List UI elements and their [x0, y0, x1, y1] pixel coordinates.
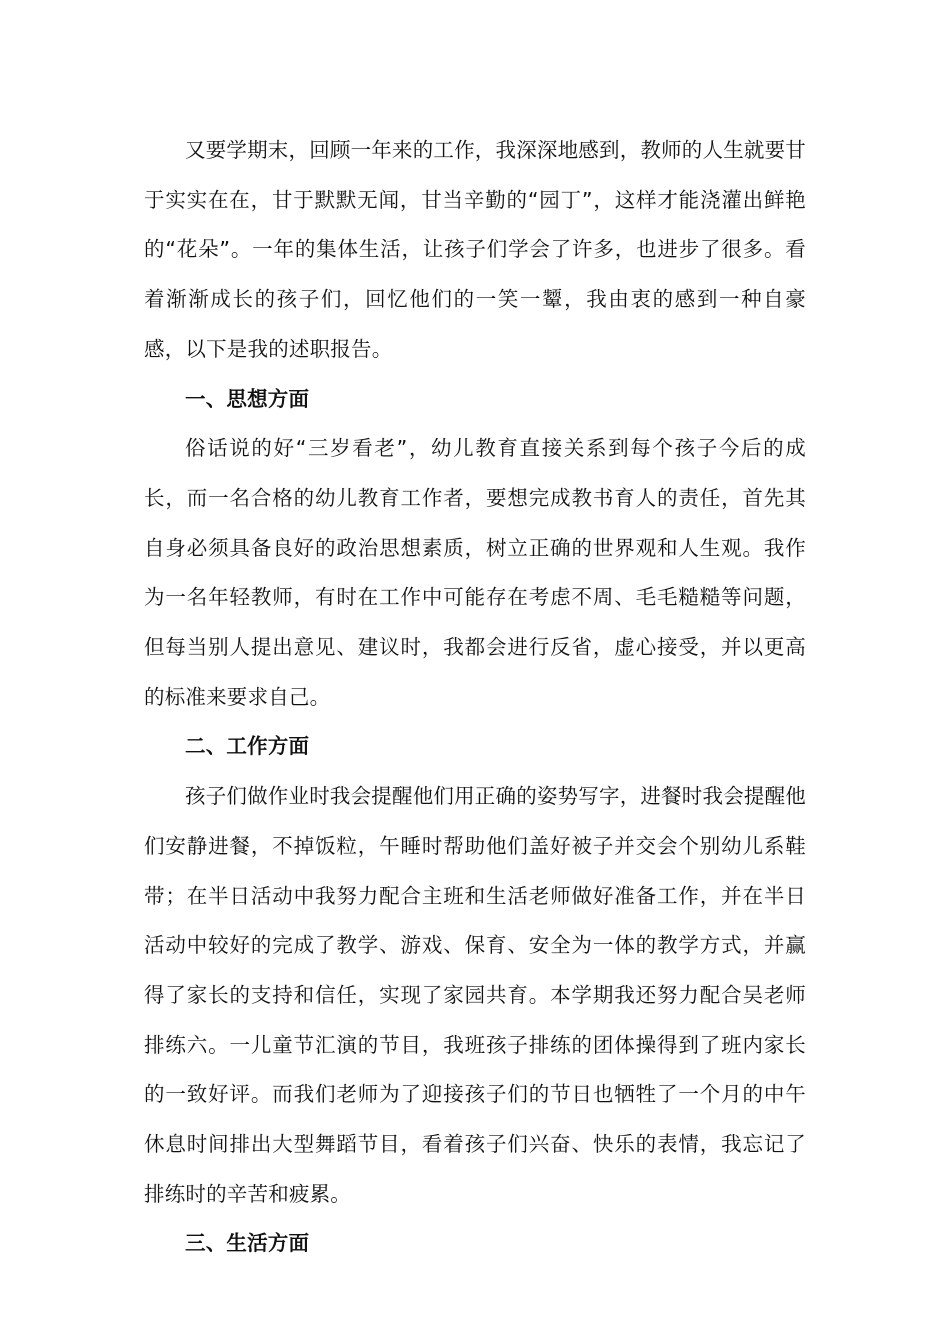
intro-paragraph: 又要学期末，回顾一年来的工作，我深深地感到，教师的人生就要甘于实实在在，甘于默默无闻，甘当辛勤的“园丁”，这样才能浇灌出鲜艳的“花朵”。一年的集体生活，让孩子们学会了许多，也进步了很多。看着渐渐成长的孩子们，回忆他们的一笑一颦，我由衷的感到一种自豪感，以下是我的述职报告。	[144, 138, 806, 361]
section-paragraph-work: 孩子们做作业时我会提醒他们用正确的姿势写字，进餐时我会提醒他们安静进餐，不掉饭粒，午睡时帮助他们盖好被子并交会个别幼儿系鞋带；在半日活动中我努力配合主班和生活老师做好准备工作，并在半日活动中较好的完成了教学、游戏、保育、安全为一体的教学方式，并赢得了家长的支持和信任，实现了家园共育。本学期我还努力配合吴老师排练六。一儿童节汇演的节目，我班孩子排练的团体操得到了班内家长的一致好评。而我们老师为了迎接孩子们的节日也牺牲了一个月的中午休息时间排出大型舞蹈节目，看着孩子们兴奋、快乐的表情，我忘记了排练时的辛苦和疲累。	[144, 784, 806, 1206]
section-heading-work: 二、工作方面	[185, 734, 310, 759]
section-heading-thought: 一、思想方面	[185, 386, 310, 411]
document-body	[144, 126, 806, 1269]
section-paragraph-thought: 俗话说的好“三岁看老”，幼儿教育直接关系到每个孩子今后的成长，而一名合格的幼儿教育工作者，要想完成教书育人的责任，首先其自身必须具备良好的政治思想素质，树立正确的世界观和人生观。我作为一名年轻教师，有时在工作中可能存在考虑不周、毛毛糙糙等问题，但每当别人提出意见、建议时，我都会进行反省，虚心接受，并以更高的标准来要求自己。	[144, 436, 806, 709]
section-heading-life: 三、生活方面	[185, 1231, 310, 1256]
